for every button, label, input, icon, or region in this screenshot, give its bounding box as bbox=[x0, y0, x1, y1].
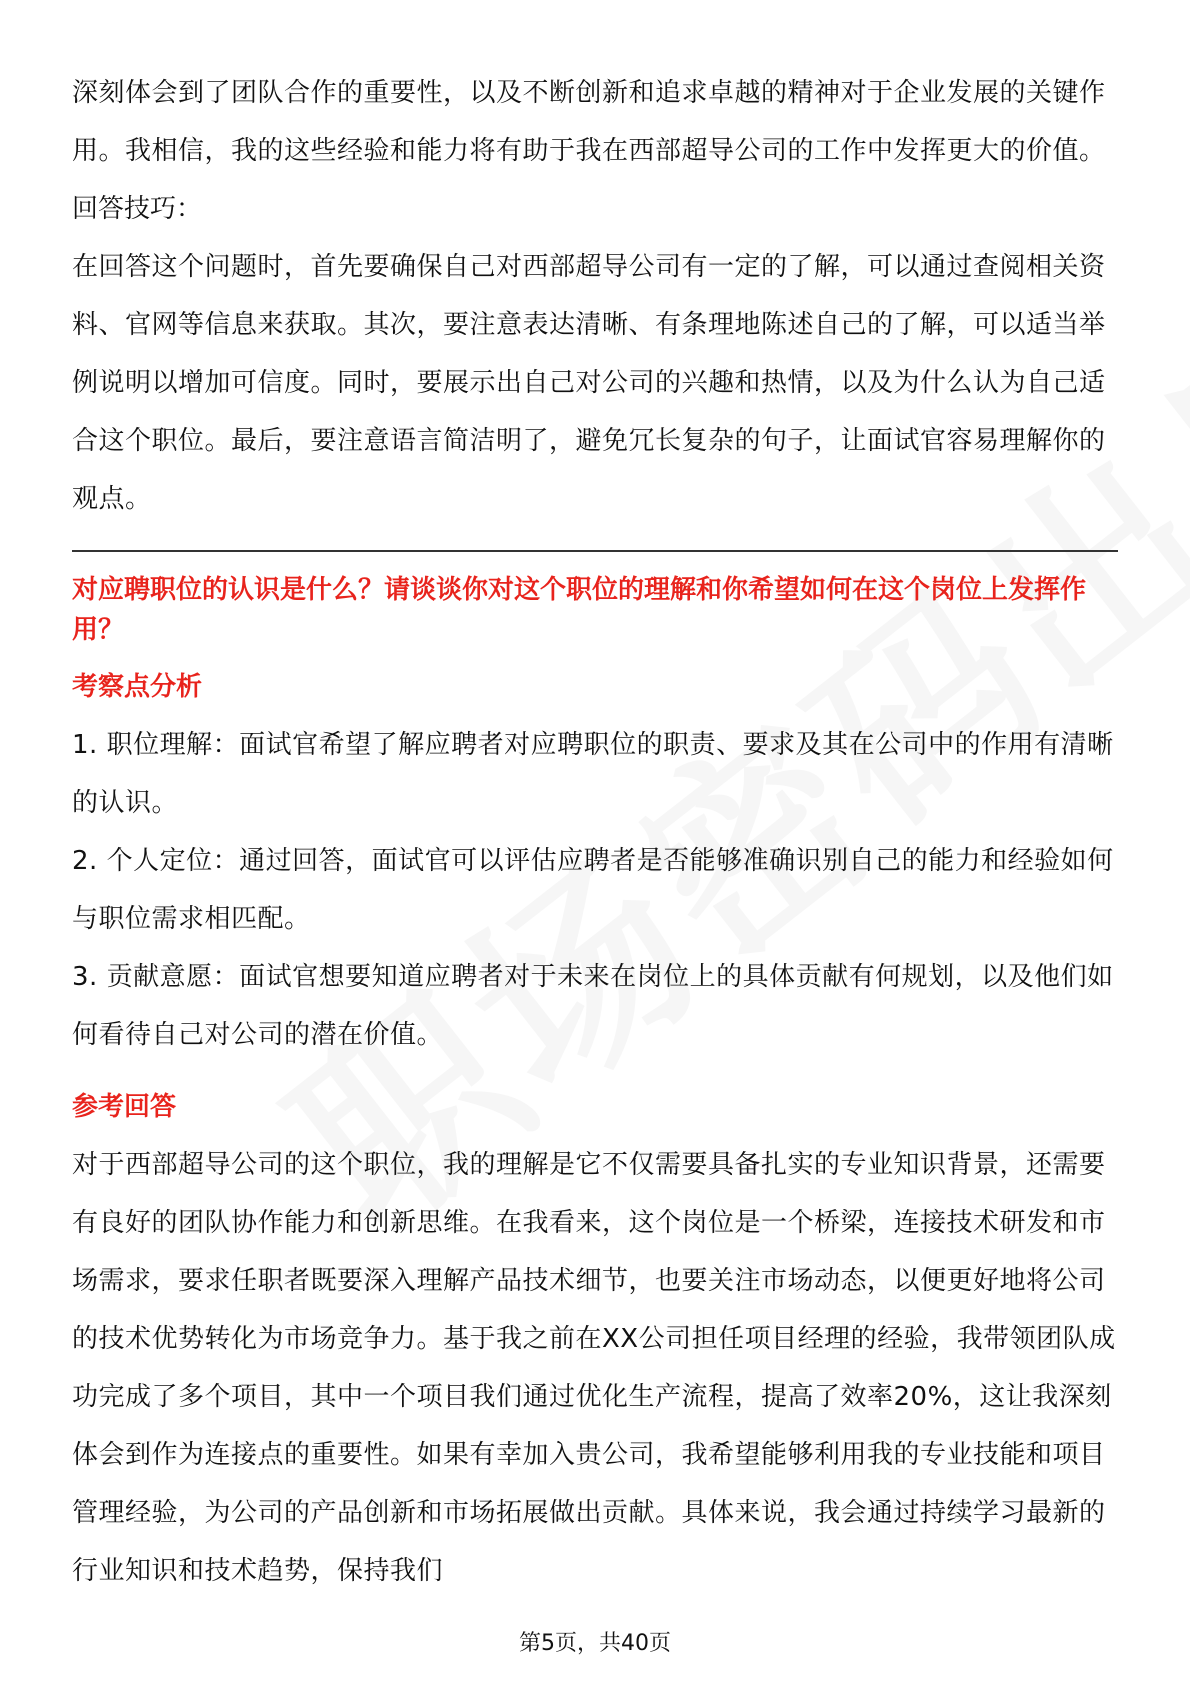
reference-title: 参考回答 bbox=[72, 1092, 177, 1122]
reference-paragraph: 对于西部超导公司的这个职位，我的理解是它不仅需要具备扎实的专业知识背景，还需要有良好的团队协作能力和创新思维。在我看来，这个岗位是一个桥梁，连接技术研发和市场需求，要求任职者既要深入理解产品技术细节，也要关注市场动态，以便更好地将公司的技术优势转化为市场竞争力。基于我之前在XX公司担任项目经理的经验，我带领团队成功完成了多个项目，其中一个项目我们通过优化生产流程，提高了效率20%，这让我深刻体会到作为连接点的重要性。如果有幸加入贵公司，我希望能够利用我的专业技能和项目管理经验，为公司的产品创新和市场拓展做出贡献。具体来说，我会通过持续学习最新的行业知识和技术趋势，保持我们 bbox=[72, 1150, 1116, 1586]
analysis-item: 1. 职位理解：面试官希望了解应聘者对应聘职位的职责、要求及其在公司中的作用有清晰的认识。 bbox=[72, 730, 1114, 818]
analysis-item: 3. 贡献意愿：面试官想要知道应聘者对于未来在岗位上的具体贡献有何规划，以及他们如何看待自己对公司的潜在价值。 bbox=[72, 962, 1114, 1050]
tips-label: 回答技巧： bbox=[72, 194, 203, 224]
intro-paragraph: 深刻体会到了团队合作的重要性，以及不断创新和追求卓越的精神对于企业发展的关键作用。我相信，我的这些经验和能力将有助于我在西部超导公司的工作中发挥更大的价值。 bbox=[72, 78, 1106, 166]
analysis-item: 2. 个人定位：通过回答，面试官可以评估应聘者是否能够准确识别自己的能力和经验如何与职位需求相匹配。 bbox=[72, 846, 1114, 934]
analysis-list bbox=[72, 716, 1118, 1064]
analysis-title: 考察点分析 bbox=[72, 672, 203, 702]
page-number-footer: 第5页，共40页 bbox=[519, 1631, 671, 1656]
page-content bbox=[72, 64, 1118, 1600]
question-heading: 对应聘职位的认识是什么？请谈谈你对这个职位的理解和你希望如何在这个岗位上发挥作用？ bbox=[72, 575, 1087, 645]
tips-paragraph: 在回答这个问题时，首先要确保自己对西部超导公司有一定的了解，可以通过查阅相关资料、官网等信息来获取。其次，要注意表达清晰、有条理地陈述自己的了解，可以适当举例说明以增加可信度。同时，要展示出自己对公司的兴趣和热情，以及为什么认为自己适合这个职位。最后，要注意语言简洁明了，避免冗长复杂的句子，让面试官容易理解你的观点。 bbox=[72, 252, 1106, 514]
section-divider bbox=[72, 550, 1118, 552]
